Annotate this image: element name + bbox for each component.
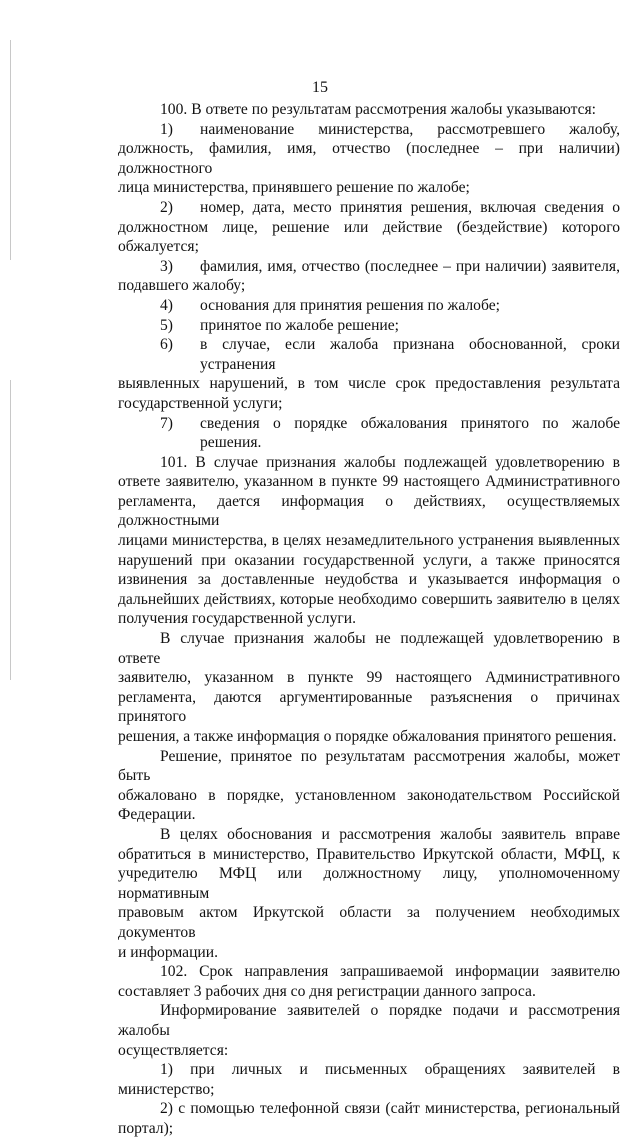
list-text: фамилия, имя, отчество (последнее – при наличии) заявителя,: [200, 257, 620, 275]
text-line: 101. В случае признания жалобы подлежащей удовлетворению в: [160, 453, 620, 471]
list-text: номер, дата, место принятия решения, включая сведения о: [200, 198, 620, 216]
text-line: дальнейших действиях, которые необходимо совершить заявителю в целях: [118, 590, 620, 608]
scan-edge-mark: [10, 40, 11, 260]
scan-edge-mark: [10, 380, 11, 680]
text-line: выявленных нарушений, в том числе срок предоставления результата: [118, 375, 620, 393]
list-number: 6): [160, 336, 173, 354]
text-line: обратиться в министерство, Правительство Иркутской области, МФЦ, к: [118, 845, 620, 863]
text-line: [118, 257, 620, 277]
text-line: [118, 198, 620, 218]
text-line: учредителю МФЦ или должностному лицу, уполномоченному нормативным: [118, 865, 620, 902]
list-text: сведения о порядке обжалования принятого по жалобе решения.: [200, 414, 620, 452]
document-body: [118, 100, 620, 1138]
text-line: регламента, дается информация о действиях, осуществляемых должностными: [118, 492, 620, 530]
text-line: осуществляется:: [118, 1041, 229, 1059]
list-number: 5): [160, 316, 173, 334]
list-number: 4): [160, 296, 173, 314]
text-line: подавшего жалобу;: [118, 277, 246, 295]
text-line: извинения за доставленные неудобства и указывается информация о: [118, 571, 620, 589]
text-line: 2) с помощью телефонной связи (сайт министерства, региональный: [160, 1100, 620, 1118]
text-line: Информирование заявителей о порядке подачи и рассмотрения жалобы: [118, 1002, 620, 1039]
text-line: [118, 316, 620, 336]
text-line: 100. В ответе по результатам рассмотрения жалобы указываются:: [160, 101, 596, 118]
text-line: регламента, даются аргументированные разъяснения о причинах принятого: [118, 688, 620, 726]
text-line: заявителю, указанном в пункте 99 настоящего Административного: [118, 669, 620, 687]
list-number: 7): [160, 414, 173, 432]
text-line: лицами министерства, в целях незамедлительного устранения выявленных: [118, 532, 620, 550]
text-line: государственной услуги;: [118, 394, 283, 412]
text-line: обжаловано в порядке, установленном законодательством Российской: [118, 786, 620, 804]
list-text: в случае, если жалоба признана обоснованной, сроки устранения: [200, 336, 620, 373]
text-line: решения, а также информация о порядке обжалования принятого решения.: [118, 728, 617, 745]
text-line: и информации.: [118, 943, 219, 961]
list-text: принятое по жалобе решение;: [200, 316, 400, 334]
text-line: [118, 296, 620, 316]
text-line: В случае признания жалобы не подлежащей удовлетворению в ответе: [118, 630, 620, 667]
text-line: ответе заявителю, указанном в пункте 99 настоящего Административного: [118, 473, 620, 491]
text-line: должностном лице, решение или действие (бездействие) которого: [118, 218, 620, 236]
page-number: 15: [312, 79, 328, 96]
text-line: [118, 120, 620, 140]
text-line: [118, 414, 620, 453]
list-number: 3): [160, 257, 173, 275]
text-line: 1) при личных и письменных обращениях заявителей в министерство;: [118, 1061, 620, 1098]
list-number: 2): [160, 198, 173, 216]
text-line: Федерации.: [118, 806, 196, 824]
list-number: 1): [160, 120, 173, 138]
text-line: получения государственной услуги.: [118, 610, 357, 628]
text-line: нарушений при оказании государственной услуги, а также приносятся: [118, 551, 620, 569]
text-line: лица министерства, принявшего решение по жалобе;: [118, 179, 470, 197]
text-line: портал);: [118, 1119, 174, 1137]
text-line: В целях обоснования и рассмотрения жалобы заявитель вправе: [160, 825, 620, 843]
list-text: наименование министерства, рассмотревшего жалобу,: [200, 120, 620, 138]
text-line: 102. Срок направления запрашиваемой информации заявителю: [160, 963, 620, 981]
text-line: [118, 335, 620, 374]
text-line: правовым актом Иркутской области за получением необходимых документов: [118, 904, 620, 941]
text-line: должность, фамилия, имя, отчество (последнее – при наличии) должностного: [118, 140, 620, 177]
list-text: основания для принятия решения по жалобе;: [200, 296, 500, 314]
text-line: Решение, принятое по результатам рассмотрения жалобы, может быть: [118, 747, 620, 785]
text-line: обжалуется;: [118, 238, 199, 256]
text-line: составляет 3 рабочих дня со дня регистрации данного запроса.: [118, 982, 536, 1000]
